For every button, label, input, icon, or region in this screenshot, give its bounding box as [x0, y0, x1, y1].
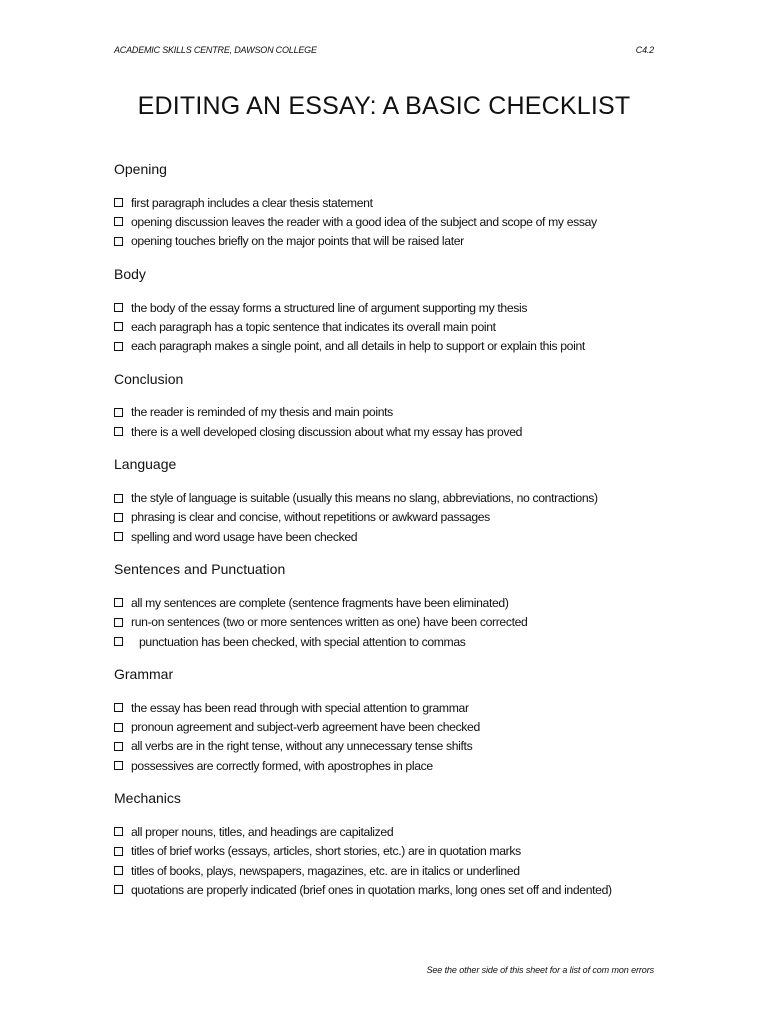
section-opening [114, 160, 674, 251]
checklist-item [114, 593, 674, 612]
checklist-item [114, 212, 674, 231]
checkbox-icon[interactable] [114, 618, 123, 627]
checklist-items [114, 698, 674, 775]
checkbox-icon[interactable] [114, 342, 123, 351]
checkbox-icon[interactable] [114, 513, 123, 522]
checklist-items [114, 403, 674, 442]
item-text: the body of the essay forms a structured line of argument supporting my thesis [131, 300, 528, 315]
checklist-item [114, 403, 674, 422]
checkbox-icon[interactable] [114, 637, 123, 646]
item-text: the style of language is suitable (usually this means no slang, abbreviations, no contractions) [131, 491, 598, 506]
checkbox-icon[interactable] [114, 322, 123, 331]
item-text: pronoun agreement and subject-verb agreement have been checked [131, 720, 480, 735]
item-text: each paragraph makes a single point, and all details in help to support or explain this point [131, 339, 585, 354]
item-text: the reader is reminded of my thesis and main points [131, 405, 393, 420]
checklist-item [114, 880, 674, 899]
section-heading: Opening [114, 161, 167, 177]
item-text: possessives are correctly formed, with apostrophes in place [131, 758, 433, 773]
item-text: opening touches briefly on the major points that will be raised later [131, 234, 464, 249]
item-text: all proper nouns, titles, and headings are capitalized [131, 824, 394, 839]
checklist-item [114, 698, 674, 717]
checklist-item [114, 508, 674, 527]
checkbox-icon[interactable] [114, 866, 123, 875]
section-mechanics [114, 789, 674, 899]
checklist-item [114, 193, 674, 212]
checklist-item [114, 632, 674, 651]
section-grammar [114, 665, 674, 775]
section-body [114, 265, 674, 356]
checklist-items [114, 593, 674, 651]
checkbox-icon[interactable] [114, 885, 123, 894]
item-text: titles of brief works (essays, articles, short stories, etc.) are in quotation marks [131, 844, 521, 859]
checklist-item [114, 527, 674, 546]
section-heading: Mechanics [114, 790, 181, 807]
checklist-item [114, 336, 674, 355]
checkbox-icon[interactable] [114, 237, 123, 246]
checkbox-icon[interactable] [114, 761, 123, 770]
section-sentences-punctuation [114, 560, 674, 651]
checklist-item [114, 298, 674, 317]
item-text: there is a well developed closing discussion about what my essay has proved [131, 424, 523, 439]
checklist-item [114, 717, 674, 736]
checkbox-icon[interactable] [114, 827, 123, 836]
page-title: EDITING AN ESSAY: A BASIC CHECKLIST [137, 92, 631, 120]
checklist-item [114, 737, 674, 756]
section-conclusion [114, 370, 674, 442]
item-text: each paragraph has a topic sentence that indicates its overall main point [131, 319, 496, 334]
checklist-items [114, 822, 674, 899]
checklist-item [114, 317, 674, 336]
item-text: the essay has been read through with special attention to grammar [131, 700, 469, 715]
checklist-item [114, 756, 674, 775]
checkbox-icon[interactable] [114, 303, 123, 312]
section-language [114, 455, 674, 546]
item-text: phrasing is clear and concise, without repetitions or awkward passages [131, 510, 490, 525]
checklist-items [114, 488, 674, 546]
item-text: titles of books, plays, newspapers, magazines, etc. are in italics or underlined [131, 863, 520, 878]
checklist-item [114, 488, 674, 507]
header-code: C4.2 [635, 45, 654, 55]
item-text: opening discussion leaves the reader with a good idea of the subject and scope of my essay [131, 214, 597, 229]
item-text: all my sentences are complete (sentence fragments have been eliminated) [131, 595, 509, 610]
checkbox-icon[interactable] [114, 723, 123, 732]
header-institution: ACADEMIC SKILLS CENTRE, DAWSON COLLEGE [114, 45, 317, 55]
checkbox-icon[interactable] [114, 703, 123, 712]
checkbox-icon[interactable] [114, 598, 123, 607]
checkbox-icon[interactable] [114, 408, 123, 417]
checklist-items [114, 193, 674, 251]
section-heading: Grammar [114, 666, 174, 683]
checklist-item [114, 861, 674, 880]
checklist-item [114, 232, 674, 251]
checkbox-icon[interactable] [114, 198, 123, 207]
section-heading: Sentences and Punctuation [114, 561, 286, 578]
checkbox-icon[interactable] [114, 847, 123, 856]
section-heading: Body [114, 265, 146, 282]
item-text: quotations are properly indicated (brief ones in quotation marks, long ones set off and indented) [131, 882, 612, 897]
checklist-item [114, 842, 674, 861]
checkbox-icon[interactable] [114, 532, 123, 541]
item-text: first paragraph includes a clear thesis statement [131, 195, 373, 210]
section-heading: Language [114, 456, 177, 473]
page-footer-note: See the other side of this sheet for a list of com mon errors [426, 965, 654, 975]
checkbox-icon[interactable] [114, 427, 123, 436]
item-text: punctuation has been checked, with special attention to commas [139, 634, 466, 649]
checklist-items [114, 298, 674, 356]
item-text: spelling and word usage have been checked [131, 529, 358, 544]
checkbox-icon[interactable] [114, 742, 123, 751]
checklist-item [114, 822, 674, 841]
checklist-content [114, 160, 674, 914]
checklist-item [114, 422, 674, 441]
item-text: run-on sentences (two or more sentences written as one) have been corrected [131, 615, 528, 630]
checkbox-icon[interactable] [114, 217, 123, 226]
page-header [114, 45, 654, 59]
checklist-item [114, 613, 674, 632]
section-heading: Conclusion [114, 370, 184, 387]
item-text: all verbs are in the right tense, without any unnecessary tense shifts [131, 739, 473, 754]
checkbox-icon[interactable] [114, 494, 123, 503]
